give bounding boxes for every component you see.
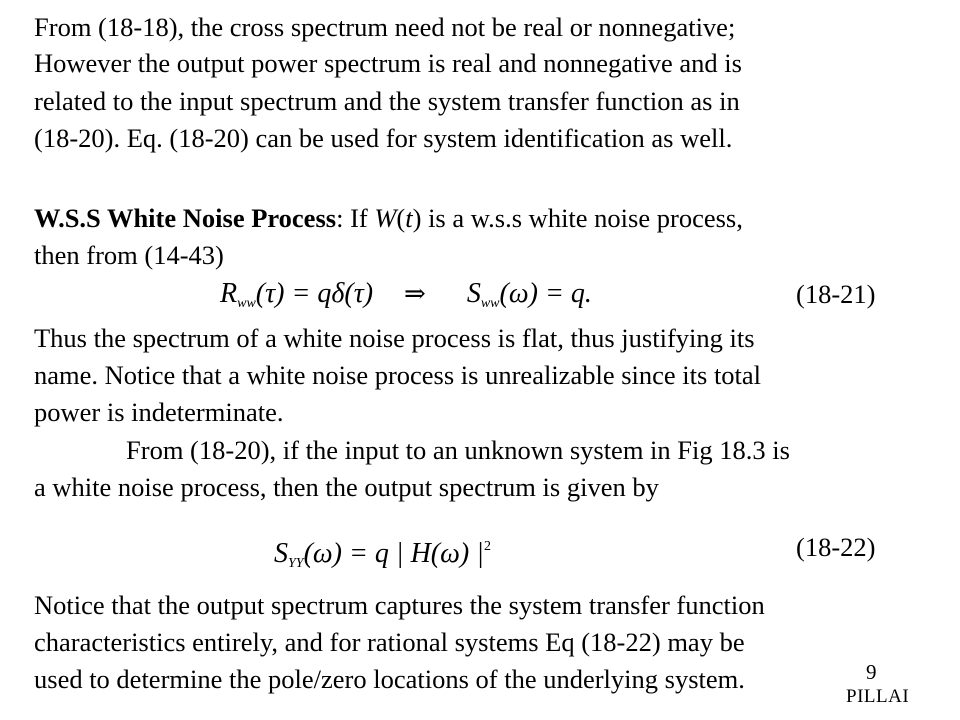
page-number: 9 <box>866 660 877 684</box>
paragraph-1-line-3: related to the input spectrum and the system transfer function as in <box>34 86 740 116</box>
paragraph-2-line-1: W.S.S White Noise Process: If W(t) is a w.s.s white noise process, <box>34 203 743 233</box>
equation-18-22: $S_{YY}(\omega) = q$ | H(ω) $|^2$ <box>274 538 491 571</box>
paragraph-2-line-2: then from (14-43) <box>34 240 224 270</box>
paragraph-5-line-1: Notice that the output spectrum captures the system transfer function <box>34 590 765 620</box>
paragraph-5-line-2: characteristics entirely, and for rational systems Eq (18-22) may be <box>34 627 745 657</box>
paragraph-4-line-2: a white noise process, then the output spectrum is given by <box>34 472 659 502</box>
paragraph-1-line-2: However the output power spectrum is real and nonnegative and is <box>34 48 742 78</box>
equation-number-18-22: (18-22) <box>796 532 876 562</box>
author-footer: PILLAI <box>846 686 910 707</box>
implies-arrow: ⇒ <box>404 279 426 308</box>
paragraph-1-line-4: (18-20). Eq. (18-20) can be used for system identification as well. <box>34 123 733 153</box>
paragraph-3-line-2: name. Notice that a white noise process is unrealizable since its total <box>34 360 762 390</box>
paragraph-3-line-3: power is indeterminate. <box>34 397 284 427</box>
equation-18-21: $R_{ww}(\tau) = q\delta(\tau)$ ⇒ $S_{ww}(\omega) = q$. <box>220 278 592 311</box>
equation-number-18-21: (18-21) <box>796 279 876 309</box>
section-heading: W.S.S White Noise Process <box>34 203 337 233</box>
paragraph-5-line-3: used to determine the pole/zero locations of the underlying system. <box>34 664 745 694</box>
paragraph-3-line-1: Thus the spectrum of a white noise process is flat, thus justifying its <box>34 323 755 353</box>
paragraph-1-line-1: From (18-18), the cross spectrum need not be real or nonnegative; <box>34 12 736 42</box>
paragraph-4-line-1: From (18-20), if the input to an unknown system in Fig 18.3 is <box>126 435 790 465</box>
